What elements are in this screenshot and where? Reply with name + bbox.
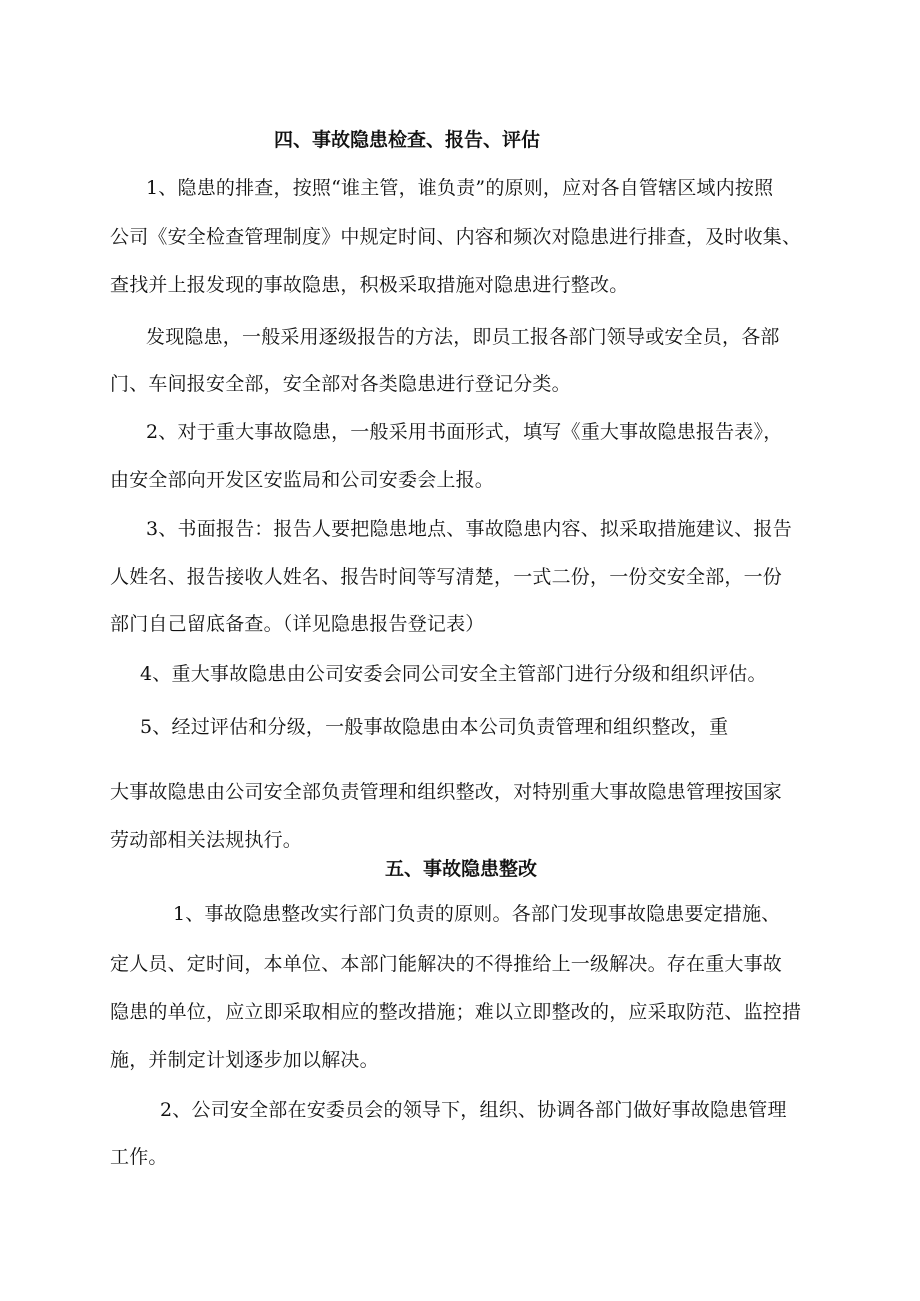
section-4-paragraph-6-line-1: 5、经过评估和分级，一般事故隐患由本公司负责管理和组织整改，重	[140, 716, 729, 738]
section-4-paragraph-6-line-2: 大事故隐患由公司安全部负责管理和组织整改，对特别重大事故隐患管理按国家	[110, 781, 783, 803]
section-4-paragraph-3-line-2: 由安全部向开发区安监局和公司安委会上报。	[110, 469, 495, 491]
section-5-paragraph-2-line-1: 2、公司安全部在安委员会的领导下，组织、协调各部门做好事故隐患管理	[160, 1099, 787, 1121]
section-4-paragraph-1-line-1: 1、隐患的排查，按照“谁主管，谁负责”的原则，应对各自管辖区域内按照	[146, 177, 774, 199]
section-4-paragraph-4-line-3: 部门自己留底备查。（详见隐患报告登记表）	[110, 613, 485, 635]
section-4-paragraph-2-line-2: 门、车间报安全部，安全部对各类隐患进行登记分类。	[110, 373, 571, 395]
section-5-paragraph-1-line-2: 定人员、定时间，本单位、本部门能解决的不得推给上一级解决。存在重大事故	[110, 953, 783, 975]
section-4-paragraph-1-line-2: 公司《安全检查管理制度》中规定时间、内容和频次对隐患进行排查，及时收集、	[110, 226, 802, 248]
section-4-paragraph-2-line-1: 发现隐患，一般采用逐级报告的方法，即员工报各部门领导或安全员，各部	[146, 326, 780, 348]
section-4-paragraph-6-line-3: 劳动部相关法规执行。	[110, 829, 303, 851]
section-4-paragraph-1-line-3: 查找并上报发现的事故隐患，积极采取措施对隐患进行整改。	[110, 274, 629, 296]
section-4-paragraph-5-line-1: 4、重大事故隐患由公司安委会同公司安全主管部门进行分级和组织评估。	[140, 663, 767, 685]
section-5-heading: 五、事故隐患整改	[385, 858, 538, 880]
section-5-paragraph-1-line-1: 1、事故隐患整改实行部门负责的原则。各部门发现事故隐患要定措施、	[173, 903, 781, 925]
section-4-paragraph-4-line-1: 3、书面报告：报告人要把隐患地点、事故隐患内容、拟采取措施建议、报告	[146, 518, 792, 540]
section-4-paragraph-3-line-1: 2、对于重大事故隐患，一般采用书面形式，填写《重大事故隐患报告表》，	[146, 421, 783, 443]
section-4-paragraph-4-line-2: 人姓名、报告接收人姓名、报告时间等写清楚，一式二份，一份交安全部，一份	[110, 566, 783, 588]
section-4-heading: 四、事故隐患检查、报告、评估	[274, 129, 541, 151]
section-5-paragraph-2-line-2: 工作。	[110, 1146, 168, 1168]
section-5-paragraph-1-line-3: 隐患的单位，应立即采取相应的整改措施；难以立即整改的，应采取防范、监控措	[110, 1001, 802, 1023]
section-5-paragraph-1-line-4: 施，并制定计划逐步加以解决。	[110, 1049, 379, 1071]
